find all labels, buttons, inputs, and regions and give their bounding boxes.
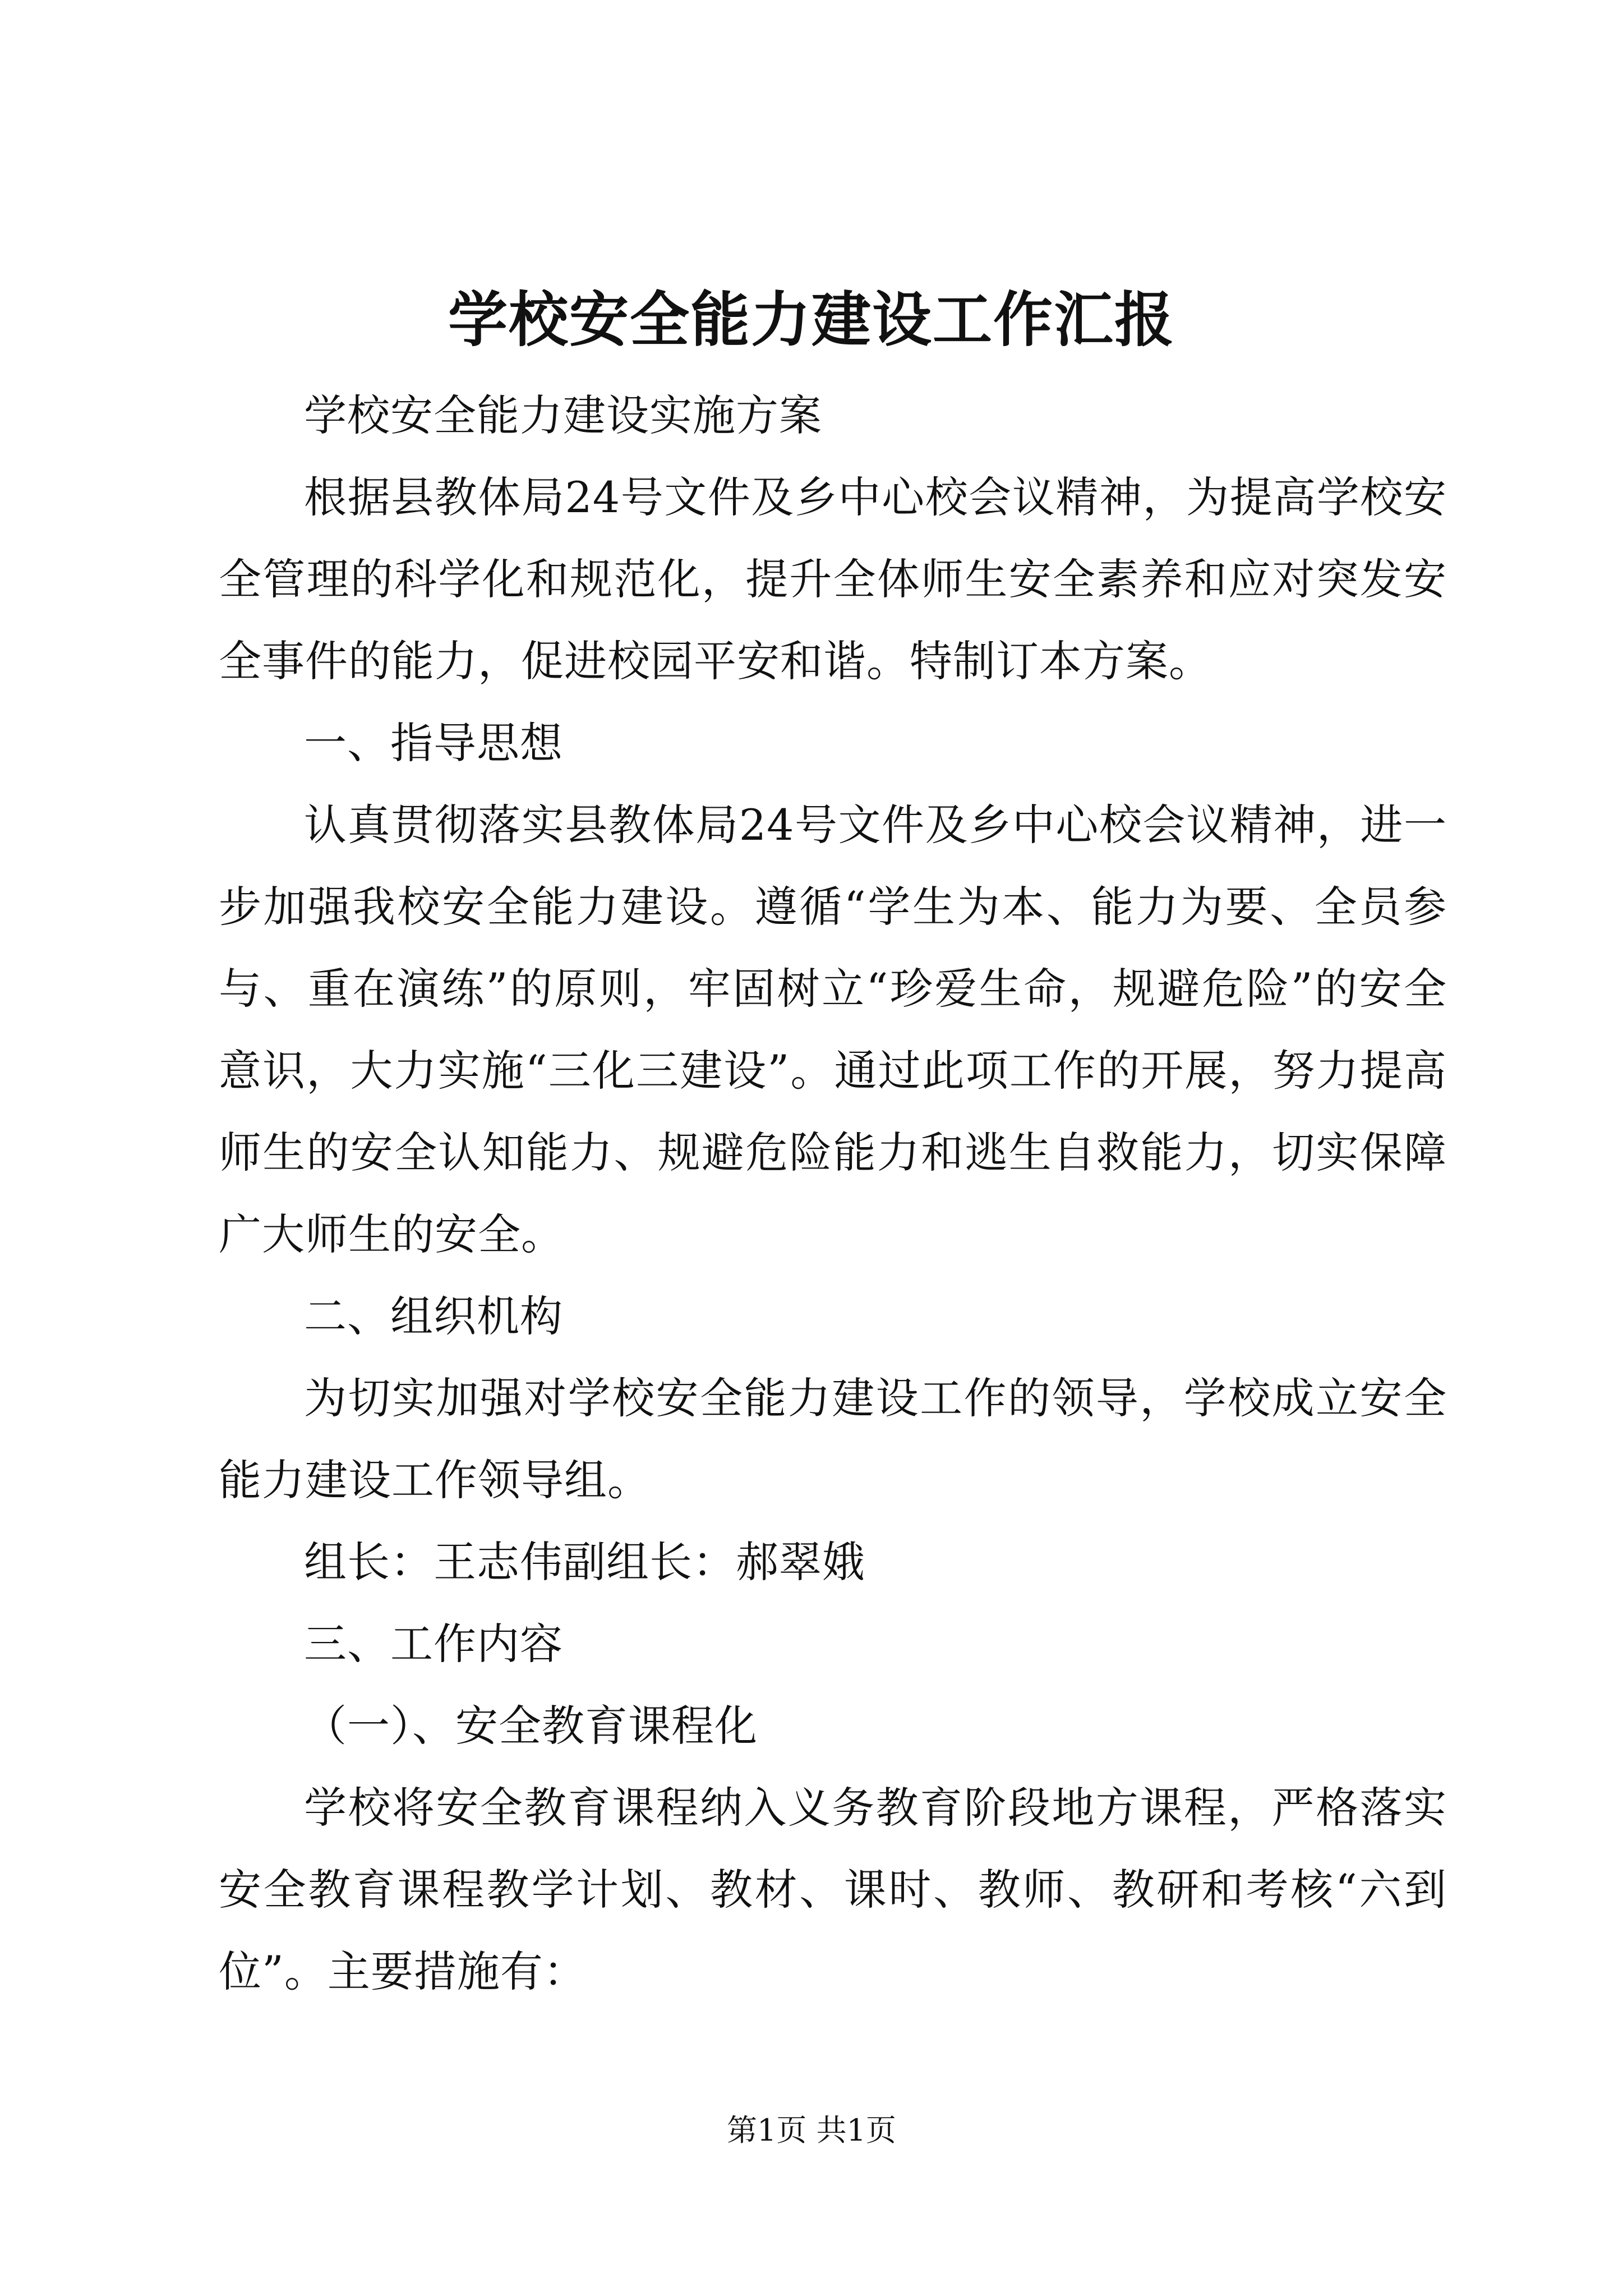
paragraph-leaders: 组长：王志伟副组长：郝翠娥 (304, 1537, 865, 1587)
heading-organization: 二、组织机构 (304, 1291, 563, 1341)
paragraph-plan-name: 学校安全能力建设实施方案 (304, 390, 822, 440)
heading-guiding-ideology: 一、指导思想 (304, 718, 563, 768)
paragraph-intro: 根据县教体局24号文件及乡中心校会议精神，为提高学校安全管理的科学化和规范化，提升全体师生安全素养和应对突发安全事件的能力，促进校园平安和谐。特制订本方案。 (219, 472, 1447, 686)
paragraph-curriculum: 学校将安全教育课程纳入义务教育阶段地方课程，严格落实安全教育课程教学计划、教材、课时、教师、教研和考核“六到位”。主要措施有： (219, 1783, 1447, 1996)
paragraph-guiding-ideology: 认真贯彻落实县教体局24号文件及乡中心校会议精神，进一步加强我校安全能力建设。遵循“学生为本、能力为要、全员参与、重在演练”的原则，牢固树立“珍爱生命，规避危险”的安全意识，大力实施“三化三建设”。通过此项工作的开展，努力提高师生的安全认知能力、规避危险能力和逃生自救能力，切实保障广大师生的安全。 (219, 800, 1447, 1259)
paragraph-organization: 为切实加强对学校安全能力建设工作的领导，学校成立安全能力建设工作领导组。 (219, 1373, 1447, 1505)
heading-work-content: 三、工作内容 (304, 1619, 563, 1669)
subheading-curriculum: （一）、安全教育课程化 (304, 1701, 758, 1751)
document-title: 学校安全能力建设工作汇报 (448, 284, 1175, 355)
document-body (219, 375, 1447, 2013)
page-footer: 第1页 共1页 (727, 2113, 896, 2148)
